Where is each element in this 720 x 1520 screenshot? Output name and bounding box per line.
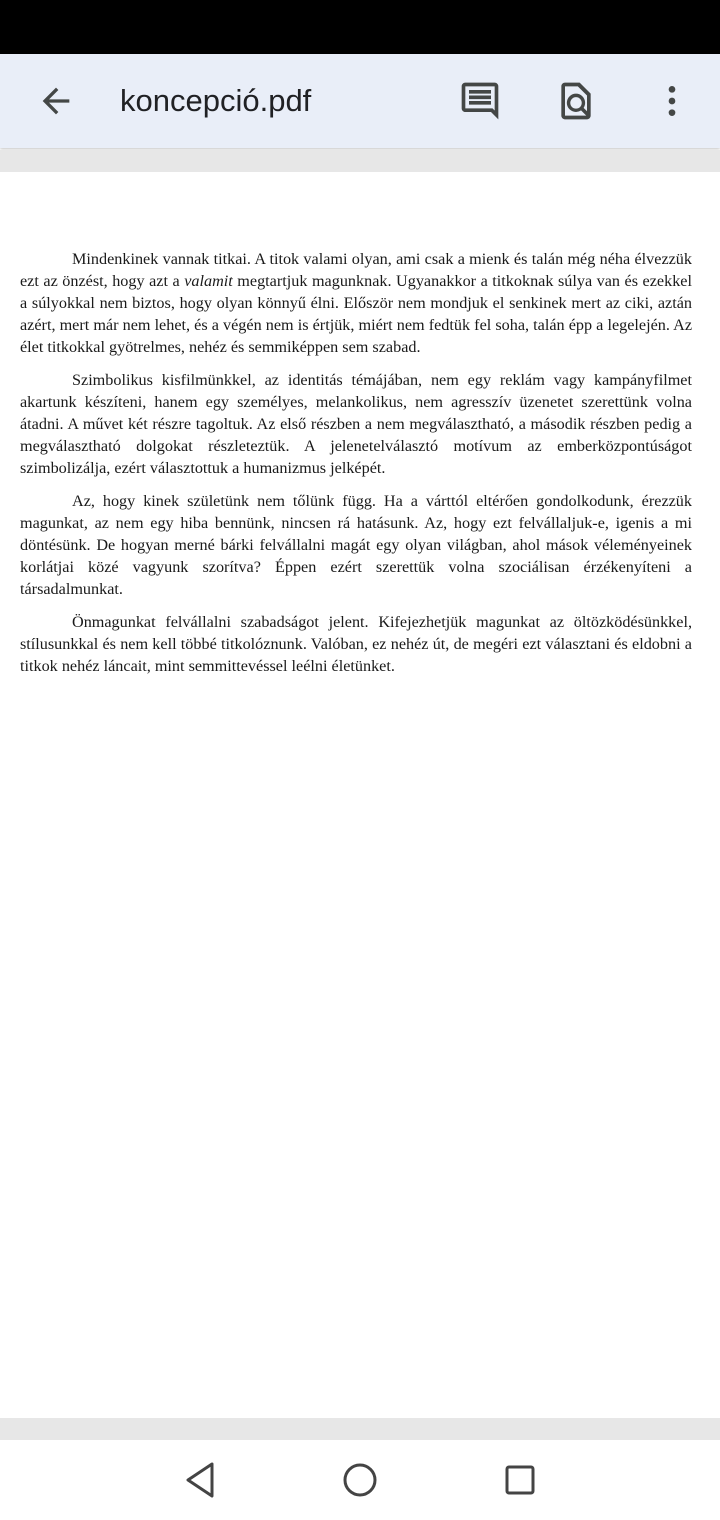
nav-home-button[interactable] [320, 1456, 400, 1504]
comment-icon [458, 79, 502, 123]
paragraph-1 [20, 248, 692, 358]
paragraph-4: Önmagunkat felvállalni szabadságot jelent. Kifejezhetjük magunkat az öltözködésünkkel, stílusunkkal és nem kell többé titkolóznunk. Valóban, ez nehéz út, de megéri ezt választani és eldobni a titkok nehéz láncait, mint semmittevéssel leélni életünket. [20, 613, 692, 675]
nav-home-icon [340, 1460, 380, 1500]
paragraph-2: Szimbolikus kisfilmünkkel, az identitás témájában, nem egy reklám vagy kampányfilmet akartunk készíteni, hanem egy személyes, melankolikus, nem agresszív üzenetet szerettünk volna átadni. A művet két részre tagoltuk. Az első részben a nem megválasztható, a második részben pedig a megválasztható dolgokat részleteztük. A jelenetelválasztó motívum az emberközpontúságot szimbolizálja, ezért választottuk a humanizmus jelképét. [20, 371, 692, 477]
back-button[interactable] [20, 54, 92, 148]
nav-recent-button[interactable] [480, 1456, 560, 1504]
more-vert-icon [652, 81, 692, 121]
system-nav-bar [0, 1440, 720, 1520]
comments-button[interactable] [446, 54, 514, 148]
find-in-page-button[interactable] [542, 54, 610, 148]
nav-back-button[interactable] [160, 1456, 240, 1504]
paragraph-1-italic: valamit [184, 272, 233, 290]
page-gap-bottom [0, 1418, 720, 1440]
page-gap-top [0, 150, 720, 172]
paragraph-1-text-b: megtartjuk magunknak. Ugyanakkor a titkoknak súlya van és ezekkel a súlyokkal nem biztos, hogy olyan könnyű élni. Először nem mondjuk el senkinek mert az ciki, aztán azért, mert már nem lehet, és a végén nem is értjük, miért nem fedtük fel soha, talán épp a legelején. Az élet titkokkal gyötrelmes, nehéz és semmiképpen sem szabad. [20, 272, 692, 356]
document-body [20, 248, 692, 688]
paragraph-3: Az, hogy kinek születünk nem tőlünk függ. Ha a várttól eltérően gondolkodunk, érezzük magunkat, az nem egy hiba bennünk, nincsen rá hatásunk. Az, hogy ezt felvállaljuk-e, igenis a mi döntésünk. De hogyan merné bárki felvállalni magát egy olyan világban, ahol mások véleményeinek korlátjai közé vagyunk szorítva? Éppen ezért szerettük volna szociálisan érzékenyíteni a társadalmunkat. [20, 492, 692, 598]
status-bar [0, 0, 720, 54]
more-options-button[interactable] [644, 54, 700, 148]
nav-back-icon [182, 1460, 218, 1500]
document-title: koncepció.pdf [120, 83, 312, 118]
nav-recent-icon [502, 1462, 538, 1498]
arrow-back-icon [36, 81, 76, 121]
app-bar [0, 54, 720, 148]
find-in-page-icon [554, 79, 598, 123]
paragraph-1-text-a: Mindenkinek vannak titkai. A titok valami olyan, ami csak a mienk és talán még néha élvezzük ezt az önzést, hogy azt a [20, 250, 692, 290]
